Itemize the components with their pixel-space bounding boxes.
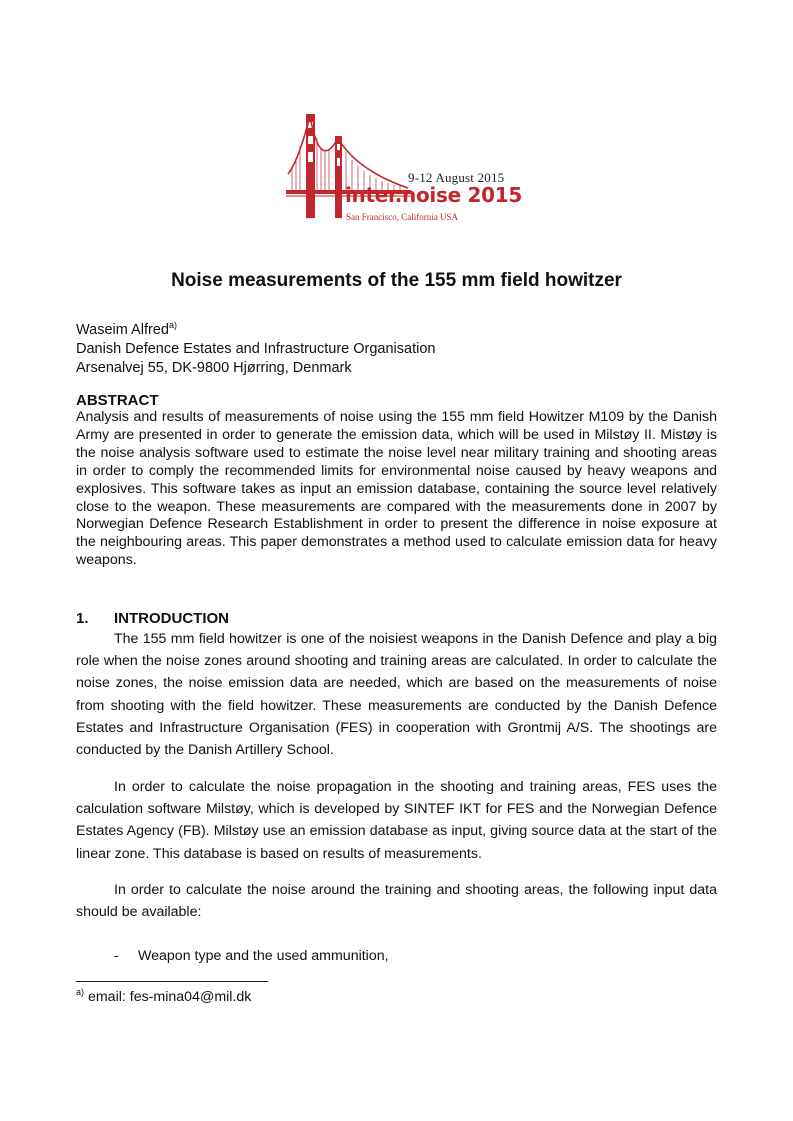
intro-paragraph-3: In order to calculate the noise around the training and shooting areas, the following input data should be available: <box>76 882 717 921</box>
list-item <box>114 945 389 967</box>
abstract-text: Analysis and results of measurements of noise using the 155 mm field Howitzer M109 by the Danish Army are presented in order to generate the emission data, which will be used in Milstøy II. Mistøy is the noise analysis software used to estimate the noise level near military training and shooting areas in order to comply the recommended limits for environmental noise caused by heavy weapons and explosives. This software takes as input an emission database, containing the source level relatively close to the weapon. These measurements are compared with the measurements done in 2007 by Norwegian Defence Research Establishment in order to present the difference in noise exposure at the neighbouring areas. This paper demonstrates a method used to calculate emission data for heavy weapons. <box>76 409 717 569</box>
golden-gate-bridge-icon <box>286 112 516 224</box>
list-item-text: Weapon type and the used ammunition, <box>138 948 389 964</box>
abstract-heading: ABSTRACT <box>76 392 159 409</box>
author-affiliation-mark: a) <box>168 320 177 330</box>
footnote-email: email: fes-mina04@mil.dk <box>87 989 252 1005</box>
conference-logo <box>286 112 522 224</box>
section-number: 1. <box>76 610 89 627</box>
footnote-mark: a) <box>76 987 85 997</box>
author-name-line <box>76 316 435 340</box>
paper-title: Noise measurements of the 155 mm field howitzer <box>171 270 622 291</box>
author-name: Waseim Alfred <box>76 322 169 338</box>
section-heading <box>76 610 229 627</box>
author-organisation: Danish Defence Estates and Infrastructure Organisation <box>76 341 436 357</box>
footnote-divider <box>76 981 268 982</box>
intro-paragraph-2: In order to calculate the noise propagation in the shooting and training areas, FES uses the calculation software Milstøy, which is developed by SINTEF IKT for FES and the Norwegian Defence Estates Agency (FB). Milstøy use an emission database as input, giving source data at the start of the linear zone. This database is based on results of measurements. <box>76 779 717 862</box>
footnote <box>76 987 251 1005</box>
logo-place: San Francisco, California USA <box>346 212 458 222</box>
logo-title: inter.noise 2015 <box>345 183 522 207</box>
author-block <box>76 316 435 378</box>
logo-date: 9-12 August 2015 <box>408 170 505 185</box>
bullet-marker: - <box>114 948 119 964</box>
intro-paragraph-1: The 155 mm field howitzer is one of the noisiest weapons in the Danish Defence and play a big role when the noise zones around shooting and training areas are calculated. In order to calculate the noise zones, the noise emission data are needed, which are based on the measurements of noise from shooting with the field howitzer. These measurements are conducted by the Danish Defence Estates and Infrastructure Organisation (FES) in cooperation with Grontmij A/S. The shootings are conducted by the Danish Artillery School. <box>76 631 717 759</box>
author-address: Arsenalvej 55, DK-9800 Hjørring, Denmark <box>76 360 352 376</box>
section-title: INTRODUCTION <box>114 610 229 627</box>
